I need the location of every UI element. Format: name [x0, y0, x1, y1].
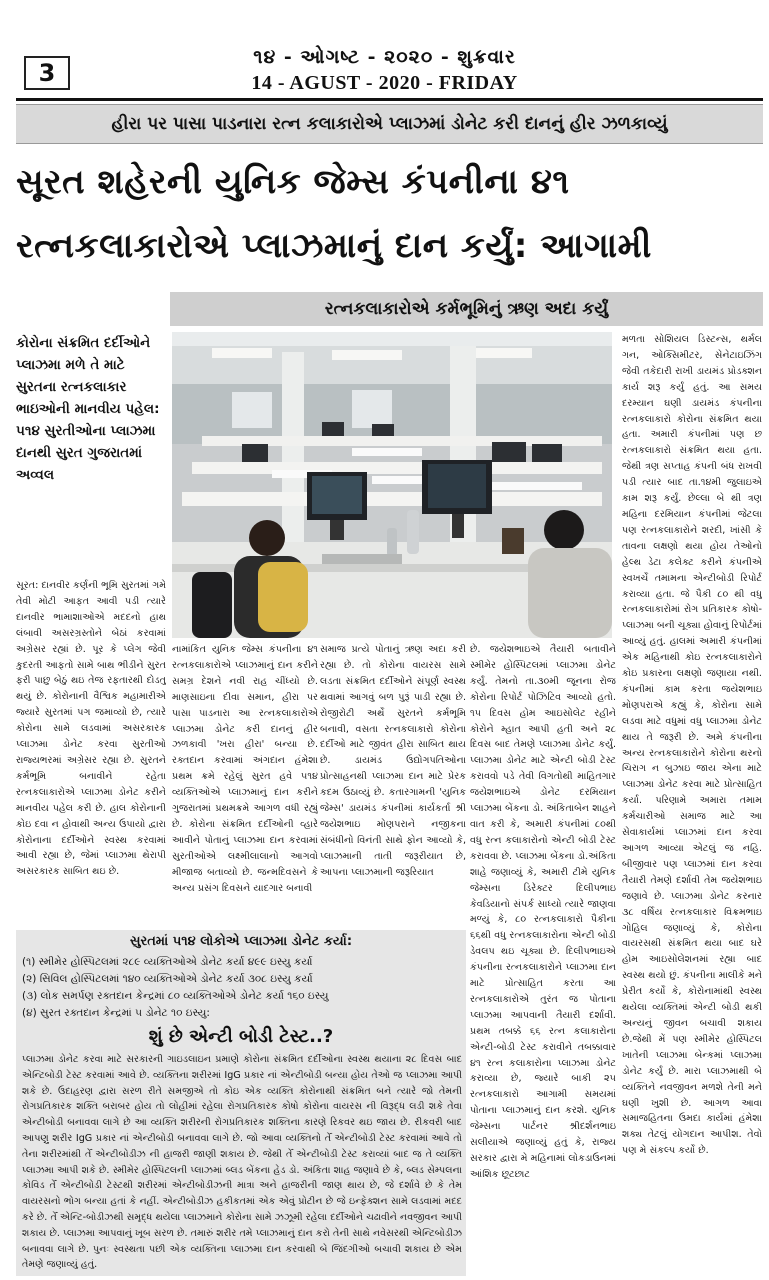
- office-photo-illustration: [172, 332, 612, 638]
- page-number: 3: [24, 56, 70, 90]
- list-item: (૩) લોક સમર્પણ રક્તદાન કેન્દ્રમાં ૮૦ વ્યક્તિઓએ ડોનેટ કર્યા ૧૬૦ ઇસ્યુ: [22, 990, 329, 1002]
- article-column-right: મળતા સોશિયલ ડિસ્ટન્સ, થર્મલ ગન, ઓક્સિમીટર, સેનેટાઇઝિંગ જેવી તકેદારી રાખી ડાયમંડ પ્રોડક્શન કાર્ય શરૂ કર્યું હતું. આ સમય દરમ્યાન ઘણી ડાયમંડ કંપનીના રત્નકલાકારો કોરોના સંક્રમિત થયા હતા. અમારી કંપનીમાં પણ છ રત્નકલાકારો સંક્રમિત થયા હતા. જેથી ત્રણ સપ્તાહ કંપની બંધ રાખવી પડી ત્યાર બાદ તા.૧૪મી જુલાઇએ કામ શરૂ કર્યું. છેલ્લા બે થી ત્રણ મહિના દરમિયાન કંપનીમાં જેટલા પણ રત્નકલાકારોને શરદી, ખાંસી કે તાવના લક્ષણો થયા હોય તેઓનો હેલ્થ ડેટા કલેક્ટ કરીને કંપનીએ સ્વખર્ચે તમામના એન્ટીબોડી રિપોર્ટ કરાવ્યા હતા. જે પૈકી ૮૦ થી વધુ રત્નકલાકારોમાં રોગ પ્રતિકારક કોષો-પ્લાઝમા બની ચૂક્યા હોવાનું રિપોર્ટમાં આવ્યું હતું. હાલમાં અમારી કંપનીમાં એક મહિનાથી કોઇ રત્નકલાકારોને કોઇ પ્રકારના લક્ષણો જણાયા નથી. કંપનીમાં કામ કરતા જયેશભાઇ મોણપરાએ કહ્યું કે, કોરોના સામે લડવા માટે વધુમાં વધુ પ્લાઝમા ડોનેટ થાય તે જરૂરી છે. અમે કંપનીના અન્ય રત્નકલાકારોને કોરોના થરનો ચિરાગ ન બુઝાઇ જાય એના માટે પ્લાઝમા ડોનેટ કરવા માટે પ્રોત્સાહિત કર્યા. પરિણામે અમારા તમામ કર્મચારીઓ સમાજ માટે આ સેવાકાર્યમાં પ્લાઝમાં દાન કરવા આગળ આવ્યા એટલું જ નહિ. બીજીવાર પણ પ્લાઝમાં દાન કરવા તૈયારી તેમણે દર્શાવી તેમ જયેશભાઇ જણાવે છે. પ્લાઝમા ડોનેટ કરનાર ૩૮ વર્ષિય રત્નકલાકાર વિક્રમભાઇ ગોહિલ જણાવ્યું કે, કોરોના વાયરસથી સંક્રમિત થયા બાદ ઘરે હોમ આઇસોલેશનમાં રહ્યા બાદ સ્વસ્થ થયો છું. કંપનીના માલીકે મને પ્રેરીત કર્યો કે, કોરોનામાંથી સ્વસ્થ થયેલા વ્યક્તિમાં એન્ટી બોડી થકી અન્યનું જીવન બચાવી શકાય છે.જેથી મેં પણ સ્મીમેર હોસ્પિટલ ખાતેની પ્લાઝમા બેન્કમાં પ્લાઝમા ડોનેટ કર્યું છે. મારા પ્લાઝમાથી બે વ્યક્તિને નવજીવન મળશે તેની મને ઘણી ખુશી છે. આગળ આવા સમાજહિતના ઉમદા કાર્યમાં હંમેશા શક્ય તેટલું યોગદાન આપીશ. તેવો પણ મે સંકલ્પ કર્યો છે.: [622, 334, 762, 1157]
- subheadline: રત્નકલાકારોએ કર્મભૂમિનું ઋણ અદા કર્યું: [170, 292, 763, 326]
- antibody-test-heading: શું છે એન્ટી બોડી ટેસ્ટ..?: [148, 1026, 334, 1047]
- lead-heading: કોરોના સંક્રમિત દર્દીઓને પ્લાઝમા મળે તે માટે સુરતના રત્નકલાકાર ભાઇઓની માનવીય પહેલ: ૫૧૪ સુરતીઓના પ્લાઝમા દાનથી સુરત ગુજરાતમાં અવ્વલ: [16, 335, 160, 483]
- donation-list: [22, 954, 462, 1022]
- list-item: (૨) સિવિલ હોસ્પિટલમાં ૧૪૦ વ્યક્તિઓએ ડોનેટ કર્યા ૩૦૮ ઇસ્યુ કર્યા: [22, 973, 313, 985]
- article-column-middle-3: છે. જયેશભાઇએ તૈયારી બતાવીને સ્મીમેર હોસ્પિટલમાં પ્લાઝમા ડોનેટ કર્યું. તેમનો તા.૩૦મી જૂનના રોજ કોરોના રિપોર્ટ પોઝિટિવ આવ્યો હતો. ૧૫ દિવસ હોમ આઇસોલેટ રહીને કોરોને મ્હાત આપી હતી અને ૨૮ દિવસ બાદ તેમણે પ્લાઝમા ડોનેટ કર્યું. પ્લાઝમા ડોનેટ માટે એન્ટી બોડી ટેસ્ટ કરાવવો પડે તેવી વિગતોથી માહિતગાર જયેશભાઇએ ડોનેટ દરમિયાન પ્લાઝમા બેંકના ડો. અંકિતાબેન શાહને વાત કરી કે, અમારી કંપનીમાં ૮૦થી વધુ રત્ન કલાકારોનો એન્ટી બોડી ટેસ્ટ કરાવવા છે. પ્લાઝમા બેંકના ડો.અંકિતા શાહે જણાવ્યું કે, અમારી ટીમે યુનિક જેમ્સના ડિરેક્ટર દિલીપભાઇ કેવડિયાનો સંપર્ક સાધ્યો ત્યારે જાણવા મળ્યું કે, ૮૦ રત્નકલાકારો પૈકીના ૬૬થી વધુ રત્નકલાકારોના એન્ટી બોડી ડેવલપ થઇ ચૂક્યા છે. દિલીપભાઇએ કંપનીના રત્નકલાકારોને પ્લાઝમા દાન માટે પ્રોત્સાહિત કરતા આ રત્નકલાકારોએ તુરંત જ પોતાના પ્લાઝમા આપવાની તૈયારી દર્શાવી. પ્રથમ તબક્કે ૬૬ રત્ન કલાકારોના એન્ટી-બોડી ટેસ્ટ કરાવીને તબક્કાવાર ૪૧ રત્ન કલાકારોના પ્લાઝમા ડોનેટ કરાવ્યા છે, જ્યારે બાકી ૨૫ રત્નકલાકારો આગામી સમયમાં પોતાના પ્લાઝમાનું દાન કરશે. યુનિક જેમ્સના પાર્ટનર શ્રીદર્શનભાઇ સલીયાએ જણાવ્યું હતું કે, રાજ્ય સરકાર દ્વારા મે મહિનામાં લોકડાઉનમાં આંશિક છૂટછાટ: [470, 644, 616, 1180]
- list-item: (૪) સુરત રક્તદાન કેન્દ્રમાં ૫ ડોનેટ ૧૦ ઇસ્યુ:: [22, 1007, 210, 1019]
- main-headline: સૂરત શહેરની યુનિક જેમ્સ કંપનીના ૪૧ રત્નકલાકારોએ પ્લાઝમાનું દાન કર્યું: આગામી: [16, 162, 652, 266]
- date-gujarati: ૧૪ - ઓગષ્ટ - ૨૦૨૦ - શુક્રવાર: [253, 46, 516, 68]
- antibody-test-text: પ્લાઝમા ડોનેટ કરવા માટે સરકારની ગાઇડલાઇન પ્રમાણે કોરોના સંક્રમિત દર્દીઓના સ્વસ્થ થયાના ૨૮ દિવસ બાદ એન્ટિબોડી ટેસ્ટ કરવામાં આવે છે. વ્યક્તિના શરીરમાં IgG પ્રકાર નાં એન્ટીબોડી બન્યા હોય તેઓ જ પ્લાઝમા આપી શકે છે. ઉદાહરણ દ્વારા સરળ રીતે સમજીએ તો કોઇ એક વ્યક્તિ કોરોનાથી સંક્રમિત બને ત્યારે જો તેમની રોગપ્રતિકારક શક્તિ બરાબર હોય તો લોહીમાં રહેલા રોગપ્રતિકારક કોષો કોરોના વાયરસ ની વિરૂદ્ધ લડી શકે તેવા એન્ટીબોડી બનાવવા લાગે છે આ વ્યક્તિ શરીરની રોગપ્રતિકારક શક્તિના કારણે રિકવર થઇ જાય છે. રીકવરી બાદ આપણુ શરીર IgG પ્રકાર નાં એન્ટીબોડી બનાવવા લાગે છે. જો આવા વ્યક્તિનો તેઁ એન્ટીબોડી ટેસ્ટ કરવામાં આવે તો તેના શરીરમાંથી તેઁ એન્ટીબોડીઝ ની હાજરી જાણી શકાય છે. જેથી તેઁ એન્ટીબોડી ટેસ્ટ કરાવ્યાં બાદ જ તે વ્યક્તિ પ્લાઝમા આપી શકે છે. સ્મીમેર હોસ્પિટલની પ્લાઝમાં બ્લડ બેંકના હેડ ડો. અંકિતા શાહ જણાવે છે કે, બ્લડ સેમ્પલના કોવિડ તેઁ એન્ટીબોડી ટેસ્ટથી શરીરમાં એન્ટીબોડીઝની માત્રા અને હાજરીની જાણ થાય છે, જે દર્શાવે છે કે તેમ વાયરસનો ભોગ બન્યા હતાં કે નહીં. એન્ટીબોડીઝ હકીકતમાં એક એવું પ્રોટીન છે જે ઇન્ફેક્શન સામે લડવામાં મદદ કરે છે. તેઁ એન્ટિ-બોડીઝથી સમૃદ્ધ થયેલા પ્લાઝમાને કોરોના સામે ઝઝૂમી રહેલા દર્દીઓને ચઢાવીને નવજીવન આપી શકાય છે. પ્લાઝમા આપવાનું ખૂબ સરળ છે. તમારું શરીર તમે પ્લાઝમાનું દાન કરો તેની સાથે નવેસરથી એન્ટિબોડીઝ બનાવવા લાગે છે. પુનઃ સ્વસ્થતા પછી એક વ્યક્તિના પ્લાઝમા દાન કરવાથી બે જિંદગીઓ બચાવી શકાય છે એમ તેમણે જણાવ્યું હતું.: [22, 1054, 462, 1271]
- info-box-title: સુરતમાં ૫૧૪ લોકોએ પ્લાઝમા ડોનેટ કર્યા:: [129, 934, 353, 949]
- article-column-left: સૂરત: દાનવીર કર્ણની ભૂમિ સુરતમાં ગમે તેવી મોટી આફત આવી પડી ત્યારે દાનવીર ભામાશાઓએ મદદનો હાથ લંબાવી અસરગ્રસ્તોને બેઠાં કરવામાં અગ્રેસર રહ્યાં છે. પૂર કે પ્લેગ જેવી કુદરતી આફતો સામે બાથ ભીડીને સુરત ફરી પાછુ બેઠું થઇ તેજ રફતારથી દોડતુ થયું છે. કોરોનાની વૈશ્વિક મહામારીએ જ્યારે સુરતમાં પગ જમાવ્યો છે, ત્યારે કોરોના સામે લડવામાં અસરકારક પ્લાઝમા ડોનેટ કરવા સુરતીઓ રાજ્યભરમાં અગ્રેસર રહ્યા છે. સુરતને કર્મભૂમિ બનાવીને રહેતા રત્નકલાકારોએ પ્લાઝમા ડોનેટ કરીને માનવીય પહેલ કરી છે. હાલ કોરોનાની કોઇ દવા ન હોવાથી અન્ય ઉપાયો દ્વારા કોરોનાના દર્દીઓને સ્વસ્થ કરવામાં આવી રહ્યા છે, જેમાં પ્લાઝમા થેરાપી અસરકારક સાબિત થઇ છે.: [16, 580, 166, 878]
- list-item: (૧) સ્મીમેર હોસ્પિટલમાં ૨૮૯ વ્યક્તિઓએ ડોનેટ કર્યા ૪૯૯ ઇસ્યુ કર્યા: [22, 956, 313, 968]
- article-column-middle-1: નામાંકિત યુનિક જેમ્સ કંપનીના ૪૧ રત્નકલાકારોએ પ્લાઝમાનું દાન કરીને સમગ્ર દેશને નવી રાહ ચીંધ્યો છે. માણસાઇના દીવા સમાન, હીરા પર પાસા પાડનારા આ રત્નકલાકારોએ પ્લાઝમા ડોનેટ કરી દાનનું હીર ઝળકાવી 'ખરા હીરા' બન્યા છે. રક્તદાન કરવામાં અંગદાન હંમેશા પ્રથમ ક્રમે રહેલું સુરત હવે ૫૧૪ વ્યક્તિઓએ પ્લાઝમાનું દાન કરીને ગુજરાતમાં પ્રથમક્રમે આગળ વધી રહ્યું છે. કોરોના સંક્રમિત દર્દીઓની વ્હારે આવીને પોતાનું પ્લાઝમા દાન કરવામાં સુરતીઓએ લક્ષ્મીલાલાનો આગવો મીજાજ બતાવ્યો છે. જન્મદિવસને કે અન્ય પ્રસંગ દિવસને યાદગાર બનાવી: [172, 644, 318, 894]
- date-english: 14 - AGUST - 2020 - FRIDAY: [251, 72, 518, 94]
- info-box: [16, 930, 466, 1276]
- masthead-rule: [16, 98, 763, 101]
- article-column-middle-2: સમાજ પ્રત્યે પોતાનું ઋણ અદા કરી રહ્યા છે. તો કોરોના વાયરસ સામે લડતા સંક્રમિત દર્દીઓને સંપૂર્ણ સ્વસ્થ થવામાં આગવું બળ પુરૂં પાડી રહ્યા છે. રોજીરોટી અર્થે સુરતને કર્મભૂમિ બનાવી, વસતા રત્નકલાકારો કોરોના દર્દીઓ માટે જીવંત હીરા સાબિત થાય છે. ડાયમંડ ઉદ્યોગપતિઓના પ્રોત્સાહનથી પ્લાઝમા દાન માટે પ્રેરક કદમ ઉઠાવ્યું છે. કતારગામની 'યુનિક જેમ્સ' ડાયમંડ કંપનીમાં કાર્યકર્તા શ્રી જયેશભાઇ મોણપરાને નજીકના સંબંધીનો વિનંતી સાથે ફોન આવ્યો કે, પ્લાઝમાની તાતી જરૂરીયાત છે, આપના પ્લાઝમાની જરૂરિયાત: [320, 644, 466, 878]
- office-photo: [172, 332, 612, 638]
- kicker-headline: હીરા પર પાસા પાડનારા રત્ન કલાકારોએ પ્લાઝમાં ડોનેટ કરી દાનનું હીર ઝળકાવ્યું: [16, 104, 763, 144]
